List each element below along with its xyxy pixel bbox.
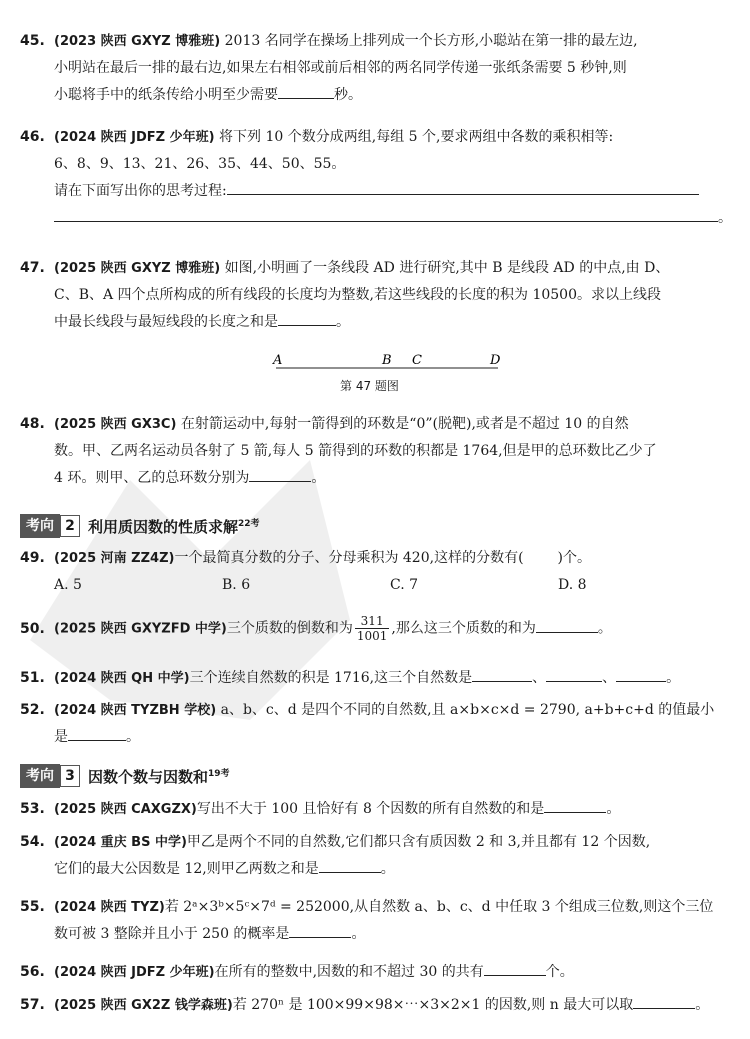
answer-blank-2[interactable] bbox=[546, 665, 602, 682]
option-b[interactable]: B. 6 bbox=[222, 577, 251, 593]
option-c[interactable]: C. 7 bbox=[390, 577, 419, 593]
problem-text: 小聪将手中的纸条传给小明至少需要 bbox=[54, 87, 278, 103]
frequency-badge: 19考 bbox=[208, 768, 230, 779]
answer-blank[interactable] bbox=[633, 992, 695, 1009]
problem-text: 它们的最大公因数是 12,则甲乙两数之和是 bbox=[54, 861, 319, 877]
answer-blank[interactable] bbox=[278, 82, 334, 99]
fraction-denominator: 1001 bbox=[356, 629, 388, 643]
problem-number: 47. bbox=[20, 260, 45, 276]
answer-blank[interactable] bbox=[249, 465, 311, 482]
problem-number: 54. bbox=[20, 834, 45, 850]
problem-source: (2024 陕西 TYZ) bbox=[54, 900, 165, 915]
problem-text: 请在下面写出你的思考过程: bbox=[54, 183, 227, 199]
problem-source: (2025 陕西 GX3C) bbox=[54, 417, 177, 432]
problem-number: 49. bbox=[20, 550, 45, 566]
problem-number: 53. bbox=[20, 801, 45, 817]
section-title bbox=[88, 516, 260, 537]
problem-source: (2023 陕西 GXYZ 博雅班) bbox=[54, 34, 221, 49]
answer-blank[interactable] bbox=[319, 856, 381, 873]
problem-text: 如图,小明画了一条线段 AD 进行研究,其中 B 是线段 AD 的中点,由 D、 bbox=[224, 260, 670, 276]
fraction bbox=[355, 614, 390, 643]
problem-text: 。 bbox=[718, 210, 732, 226]
problem-text: 三个质数的倒数和为 bbox=[226, 620, 353, 637]
answer-blank-3[interactable] bbox=[616, 665, 666, 682]
answer-blank[interactable] bbox=[278, 309, 336, 326]
problem-source: (2024 陕西 QH 中学) bbox=[54, 671, 190, 686]
section-number: 3 bbox=[60, 765, 80, 787]
problem-text: 。 bbox=[126, 729, 140, 745]
answer-blank[interactable] bbox=[484, 959, 546, 976]
answer-blank[interactable] bbox=[544, 796, 606, 813]
problem-text: 。 bbox=[311, 470, 326, 486]
problem-text: 写出不大于 100 且恰好有 8 个因数的所有自然数的和是 bbox=[196, 801, 545, 817]
problem-text: 。 bbox=[606, 801, 621, 817]
problem-number: 50. bbox=[20, 620, 45, 637]
problem-text: 4 环。则甲、乙的总环数分别为 bbox=[54, 470, 250, 486]
answer-blank[interactable] bbox=[68, 724, 126, 741]
problem-text: 个。 bbox=[545, 964, 574, 980]
problem-number: 55. bbox=[20, 899, 45, 915]
problem-source: (2025 陕西 GXYZFD 中学) bbox=[54, 621, 227, 637]
problem-text: 。 bbox=[351, 926, 366, 942]
problem-source: (2024 陕西 JDFZ 少年班) bbox=[54, 965, 215, 980]
problem-54 bbox=[20, 829, 726, 883]
problem-text: 甲乙是两个不同的自然数,它们都只含有质因数 2 和 3,并且都有 12 个因数, bbox=[186, 834, 651, 850]
problem-57 bbox=[20, 992, 726, 1019]
answer-blank[interactable] bbox=[536, 616, 598, 633]
problem-number: 56. bbox=[20, 964, 45, 980]
problem-52 bbox=[20, 697, 726, 751]
problem-source: (2025 陕西 GXYZ 博雅班) bbox=[54, 261, 221, 276]
section-title-text: 因数个数与因数和 bbox=[88, 767, 209, 786]
problem-text: ,那么这三个质数的和为 bbox=[391, 620, 536, 637]
section-tag: 考向 bbox=[20, 514, 60, 538]
point-label-a: A bbox=[273, 353, 283, 368]
problem-number: 51. bbox=[20, 670, 45, 686]
problem-text: a、b、c、d 是四个不同的自然数,且 a×b×c×d = 2790, a+b+c+d 的值最小 bbox=[220, 702, 715, 718]
problem-50 bbox=[20, 614, 726, 643]
point-label-d: D bbox=[490, 353, 501, 368]
problem-text: 三个连续自然数的积是 1716,这三个自然数是 bbox=[189, 670, 473, 686]
problem-text: C、B、A 四个点所构成的所有线段的长度均为整数,若这些线段的长度的积为 10500。求以上线段 bbox=[54, 287, 661, 303]
answer-line[interactable] bbox=[54, 205, 718, 222]
separator: 、 bbox=[602, 670, 617, 686]
figure-47-segment bbox=[270, 350, 510, 380]
frequency-badge: 22考 bbox=[238, 518, 260, 529]
problem-text: 是 bbox=[54, 729, 68, 745]
problem-text: 中最长线段与最短线段的长度之和是 bbox=[54, 314, 278, 330]
problem-51 bbox=[20, 665, 726, 692]
problem-source: (2025 陕西 CAXGZX) bbox=[54, 802, 197, 817]
problem-55 bbox=[20, 894, 726, 948]
point-label-b: B bbox=[382, 353, 392, 368]
section-header-3 bbox=[20, 764, 230, 788]
problem-text: 小明站在最后一排的最右边,如果左右相邻或前后相邻的两名同学传递一张纸条需要 5 秒钟,则 bbox=[54, 60, 627, 76]
problem-number: 48. bbox=[20, 416, 45, 432]
problem-text: 数可被 3 整除并且小于 250 的概率是 bbox=[54, 926, 290, 942]
problem-56 bbox=[20, 959, 726, 986]
answer-blank-1[interactable] bbox=[472, 665, 532, 682]
separator: 、 bbox=[532, 670, 547, 686]
problem-text: 将下列 10 个数分成两组,每组 5 个,要求两组中各数的乘积相等: bbox=[219, 129, 614, 145]
problem-text: 。 bbox=[597, 620, 612, 637]
problem-text: 。 bbox=[336, 314, 350, 330]
problem-text: 若 2ᵃ×3ᵇ×5ᶜ×7ᵈ = 252000,从自然数 a、b、c、d 中任取 3 个组成三位数,则这个三位 bbox=[164, 899, 714, 915]
problem-text: 秒。 bbox=[334, 87, 362, 103]
problem-source: (2025 陕西 GX2Z 钱学森班) bbox=[54, 998, 233, 1013]
problem-number: 45. bbox=[20, 33, 45, 49]
option-a[interactable]: A. 5 bbox=[54, 577, 82, 593]
problem-48 bbox=[20, 411, 726, 492]
problem-text: 6、8、9、13、21、26、35、44、50、55。 bbox=[54, 156, 346, 172]
problem-46 bbox=[20, 124, 732, 232]
section-number: 2 bbox=[60, 515, 80, 537]
problem-text: )个。 bbox=[557, 550, 592, 566]
point-label-c: C bbox=[412, 353, 422, 368]
section-header-2 bbox=[20, 514, 260, 538]
problem-source: (2024 重庆 BS 中学) bbox=[54, 835, 187, 850]
problem-text: 。 bbox=[380, 861, 395, 877]
section-title bbox=[88, 766, 230, 787]
option-d[interactable]: D. 8 bbox=[558, 577, 587, 593]
options-row bbox=[20, 572, 726, 599]
problem-text: 若 270ⁿ 是 100×99×98×⋯×3×2×1 的因数,则 n 最大可以取 bbox=[232, 997, 634, 1013]
problem-number: 57. bbox=[20, 997, 45, 1013]
problem-text: 。 bbox=[666, 670, 681, 686]
problem-number: 46. bbox=[20, 129, 45, 145]
problem-text: 在所有的整数中,因数的和不超过 30 的共有 bbox=[214, 964, 484, 980]
answer-blank[interactable] bbox=[289, 921, 351, 938]
problem-47 bbox=[20, 255, 726, 336]
problem-source: (2024 陕西 TYZBH 学校) bbox=[54, 703, 217, 718]
problem-text: 2013 名同学在操场上排列成一个长方形,小聪站在第一排的最左边, bbox=[224, 33, 638, 49]
problem-text: 。 bbox=[695, 997, 710, 1013]
problem-text: 一个最简真分数的分子、分母乘积为 420,这样的分数有( bbox=[174, 550, 524, 566]
problem-53 bbox=[20, 796, 726, 823]
answer-line[interactable] bbox=[227, 178, 699, 195]
figure-47-caption: 第 47 题图 bbox=[340, 379, 399, 393]
problem-45 bbox=[20, 28, 726, 109]
problem-source: (2024 陕西 JDFZ 少年班) bbox=[54, 130, 215, 145]
section-title-text: 利用质因数的性质求解 bbox=[88, 517, 239, 536]
problem-source: (2025 河南 ZZ4Z) bbox=[54, 551, 175, 566]
section-tag: 考向 bbox=[20, 764, 60, 788]
problem-text: 在射箭运动中,每射一箭得到的环数是“0”(脱靶),或者是不超过 10 的自然 bbox=[180, 416, 629, 432]
fraction-numerator: 311 bbox=[355, 614, 390, 629]
problem-text: 数。甲、乙两名运动员各射了 5 箭,每人 5 箭得到的环数的积都是 1764,但是甲的总环数比乙少了 bbox=[54, 443, 657, 459]
problem-49 bbox=[20, 545, 726, 599]
problem-number: 52. bbox=[20, 702, 45, 718]
